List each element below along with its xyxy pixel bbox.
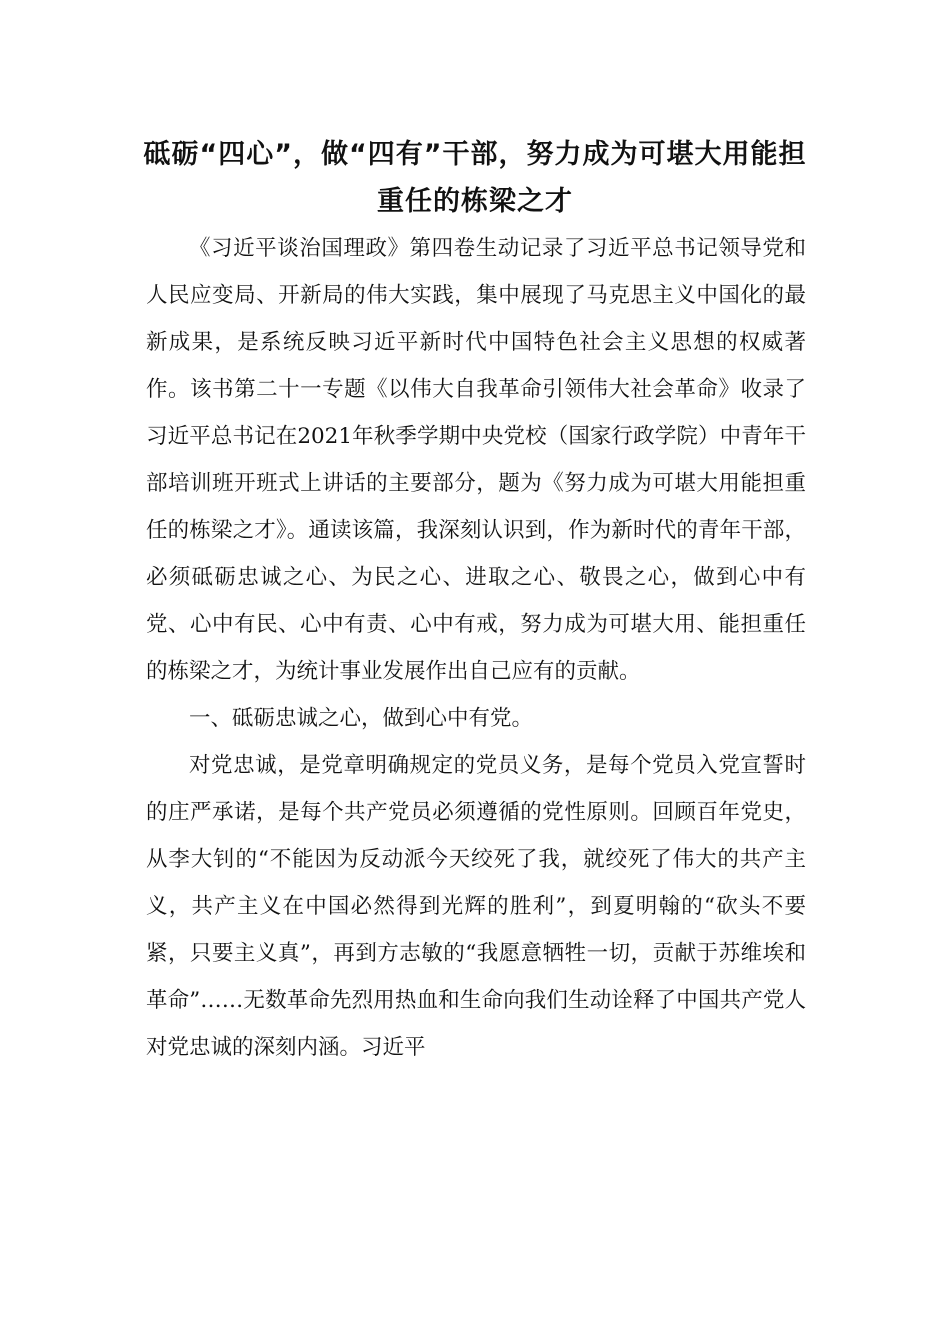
document-title-line-1: 砥砺“四心”，做“四有”干部，努力成为可堪大用能担 — [143, 139, 807, 170]
document-title-line-2: 重任的栋梁之才 — [377, 186, 573, 217]
intro-paragraph: 《习近平谈治国理政》第四卷生动记录了习近平总书记领导党和人民应变局、开新局的伟大实践，集中展现了马克思主义中国化的最新成果，是系统反映习近平新时代中国特色社会主义思想的权威著作。该书第二十一专题《以伟大自我革命引领伟大社会革命》收录了习近平总书记在2021年秋季学期中央党校（国家行政学院）中青年干部培训班开班式上讲话的主要部分，题为《努力成为可堪大用能担重任的栋梁之才》。通读该篇，我深刻认识到，作为新时代的青年干部，必须砥砺忠诚之心、为民之心、进取之心、敬畏之心，做到心中有党、心中有民、心中有责、心中有戒，努力成为可堪大用、能担重任的栋梁之才，为统计事业发展作出自己应有的贡献。 — [146, 236, 806, 684]
section-heading-1: 一、砥砺忠诚之心，做到心中有党。 — [189, 706, 534, 731]
section-1-paragraph: 对党忠诚，是党章明确规定的党员义务，是每个党员入党宣誓时的庄严承诺，是每个共产党员必须遵循的党性原则。回顾百年党史，从李大钊的“不能因为反动派今天绞死了我，就绞死了伟大的共产主义，共产主义在中国必然得到光辉的胜利”，到夏明翰的“砍头不要紧，只要主义真”，再到方志敏的“我愿意牺牲一切，贡献于苏维埃和革命”……无数革命先烈用热血和生命向我们生动诠释了中国共产党人对党忠诚的深刻内涵。习近平 — [146, 753, 806, 1060]
document-body — [146, 225, 806, 1071]
